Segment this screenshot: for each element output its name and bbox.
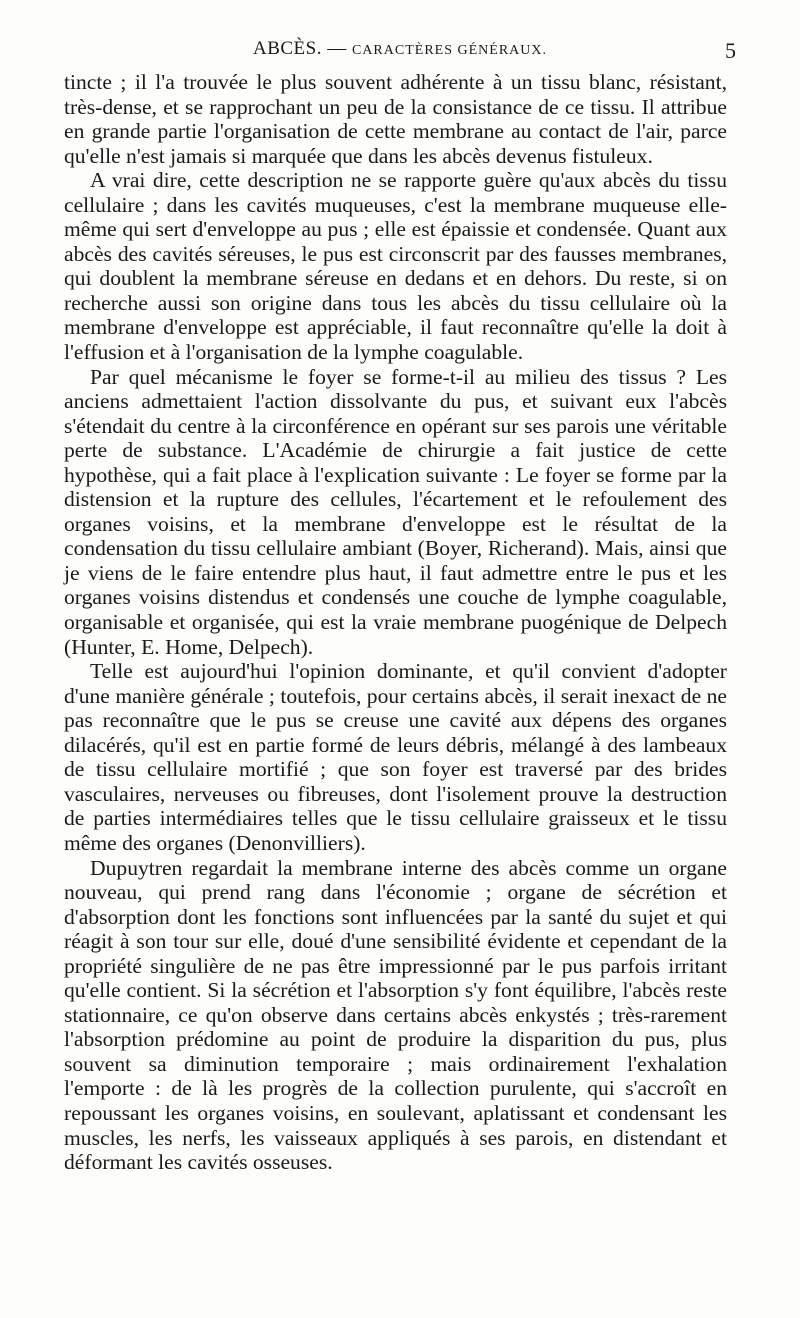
paragraph: Par quel mécanisme le foyer se forme-t-il au milieu des tissus ? Les anciens admettaient l'action dissolvante du pus, et suivant eux l'abcès s'étendait du centre à la circonférence en opérant sur ses parois une véritable perte de substance. L'Académie de chirurgie a fait justice de cette hypothèse, qui a fait place à l'explication suivante : Le foyer se forme par la distension et la rupture des cellules, l'écartement et le refoulement des organes voisins, et la membrane d'enveloppe est le résultat de la condensation du tissu cellulaire ambiant (Boyer, Richerand). Mais, ainsi que je viens de le faire entendre plus haut, il faut admettre entre le pus et les organes voisins distendus et condensés une couche de lymphe coagulable, organisable et organisée, qui est la vraie membrane puogénique de Delpech (Hunter, E. Home, Delpech). xyxy=(64,364,727,659)
running-head xyxy=(64,38,736,60)
running-head-subtitle: CARACTÈRES GÉNÉRAUX. xyxy=(351,43,547,58)
paragraph-continued: tincte ; il l'a trouvée le plus souvent adhérente à un tissu blanc, résistant, très-dense, et se rapprochant un peu de la consistance de ce tissu. Il attribue en grande partie l'organisation de cette membrane au contact de l'air, parce qu'elle n'est jamais si marquée que dans les abcès devenus fistuleux. xyxy=(64,70,727,168)
running-head-title: ABCÈS. xyxy=(252,38,322,59)
page-header xyxy=(64,38,736,72)
running-head-separator: — xyxy=(327,38,347,59)
page-number: 5 xyxy=(725,38,736,63)
paragraph: A vrai dire, cette description ne se rapporte guère qu'aux abcès du tissu cellulaire ; dans les cavités muqueuses, c'est la membrane muqueuse elle-même qui sert d'enveloppe au pus ; elle est épaissie et condensée. Quant aux abcès des cavités séreuses, le pus est circonscrit par des fausses membranes, qui doublent la membrane séreuse en dedans et en dehors. Du reste, si on recherche aussi son origine dans tous les abcès du tissu cellulaire où la membrane d'enveloppe est appréciable, il faut reconnaître qu'elle la doit à l'effusion et à l'organisation de la lymphe coagulable. xyxy=(64,168,727,365)
paragraph: Telle est aujourd'hui l'opinion dominante, et qu'il convient d'adopter d'une manière générale ; toutefois, pour certains abcès, il serait inexact de ne pas reconnaître que le pus se creuse une cavité aux dépens des organes dilacérés, qu'il est en partie formé de leurs débris, mélangé à des lambeaux de tissu cellulaire mortifié ; que son foyer est traversé par des brides vasculaires, nerveuses ou fibreuses, dont l'isolement prouve la destruction de parties intermédiaires telles que le tissu cellulaire graisseux et le tissu même des organes (Denonvilliers). xyxy=(64,659,727,855)
body-text xyxy=(64,70,727,1175)
paragraph: Dupuytren regardait la membrane interne des abcès comme un organe nouveau, qui prend rang dans l'économie ; organe de sécrétion et d'absorption dont les fonctions sont influencées par la santé du sujet et qui réagit à son tour sur elle, doué d'une sensibilité évidente et cependant de la propriété singulière de ne pas être impressionné par le pus parfois irritant qu'elle contient. Si la sécrétion et l'absorption s'y font équilibre, l'abcès reste stationnaire, ce qu'on observe dans certains abcès enkystés ; très-rarement l'absorption prédomine au point de produire la disparition du pus, plus souvent sa diminution temporaire ; mais ordinairement l'exhalation l'emporte : de là les progrès de la collection purulente, qui s'accroît en repoussant les organes voisins, en soulevant, aplatissant et condensant les muscles, les nerfs, les vaisseaux appliqués à ses parois, en distendant et déformant les cavités osseuses. xyxy=(64,855,727,1175)
